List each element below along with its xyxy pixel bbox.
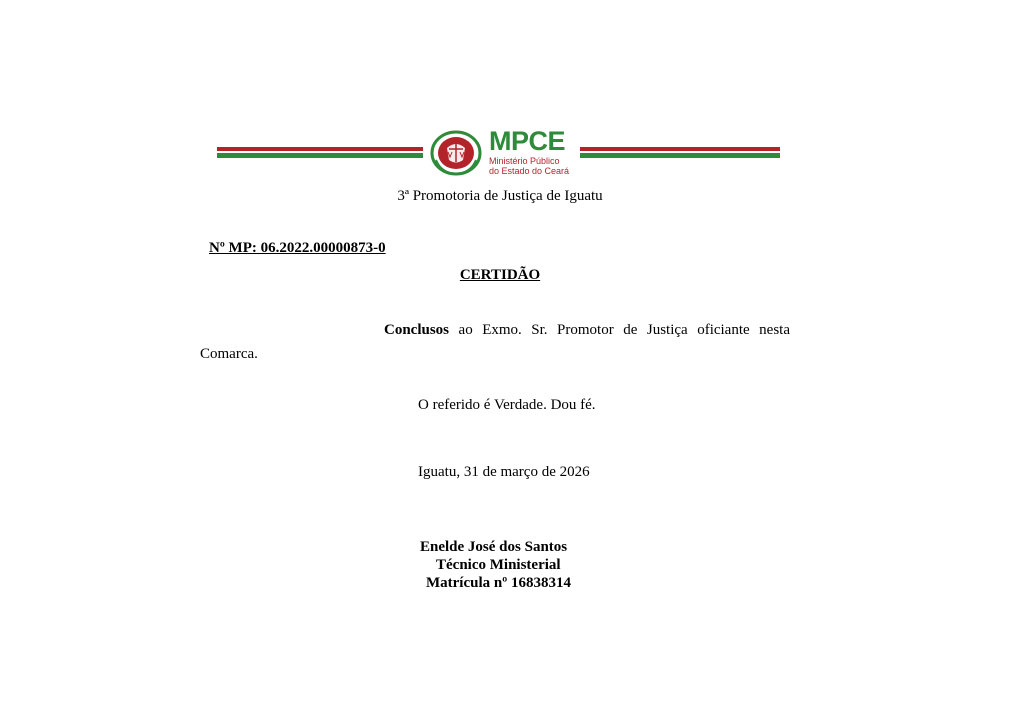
brand-block: [487, 126, 579, 176]
mpce-seal-icon: [430, 130, 482, 176]
conclusion-text: ao Exmo. Sr. Promotor de Justiça oficiante nesta: [449, 322, 790, 338]
signer-registration: Matrícula nº 16838314: [426, 575, 571, 591]
document-title: CERTIDÃO: [459, 267, 541, 283]
brand-subtitle-1: Ministério Público: [489, 156, 560, 166]
header-stripe-left: [217, 147, 423, 159]
signer-role: Técnico Ministerial: [436, 557, 561, 573]
office-name: 3ª Promotoria de Justiça de Iguatu: [397, 188, 603, 204]
attestation-statement: O referido é Verdade. Dou fé.: [418, 397, 596, 413]
conclusion-paragraph-continuation: Comarca.: [200, 346, 258, 362]
process-number: Nº MP: 06.2022.00000873-0: [209, 240, 386, 256]
header-stripe-right: [580, 147, 780, 159]
conclusion-keyword: Conclusos: [384, 322, 450, 338]
signer-name: Enelde José dos Santos: [420, 539, 568, 555]
brand-name: MPCE: [489, 126, 566, 156]
conclusion-paragraph: [384, 322, 790, 339]
brand-subtitle-2: do Estado do Ceará: [489, 166, 570, 176]
signature-block: [420, 538, 571, 592]
place-date: Iguatu, 31 de março de 2026: [418, 464, 590, 480]
